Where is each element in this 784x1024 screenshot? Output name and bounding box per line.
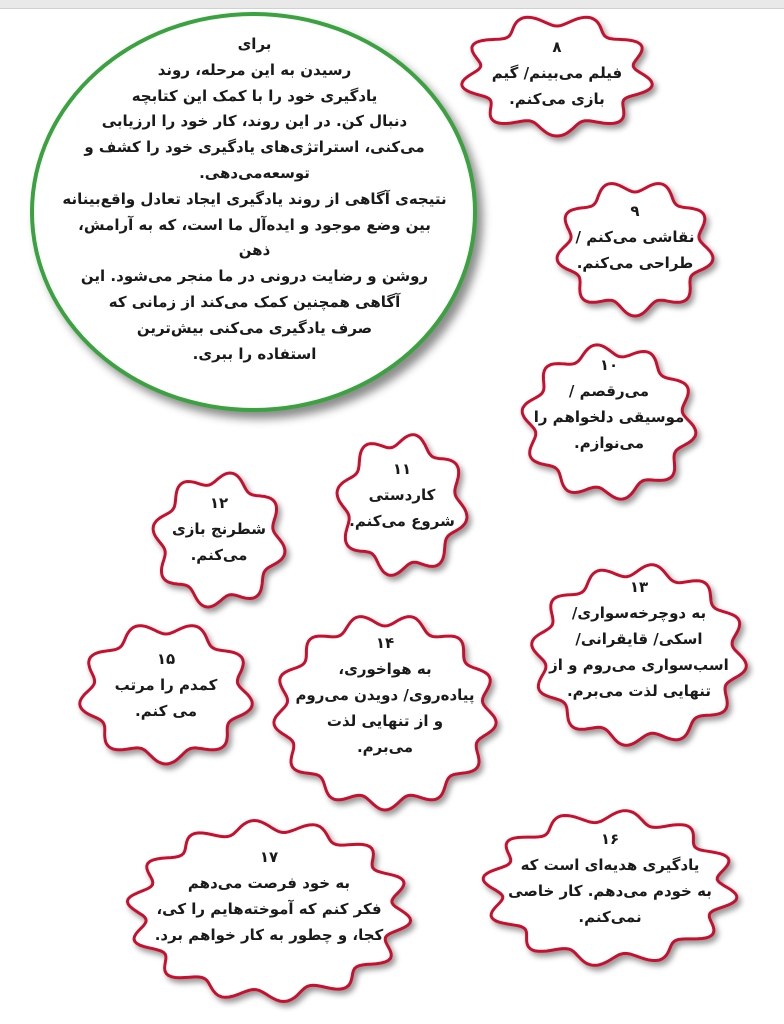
bubble-number: ۱۴ bbox=[375, 634, 395, 652]
bubble-line: فکر کنم که آموخته‌هایم را کی، bbox=[156, 900, 382, 918]
bubble-line: پیاده‌روی/ دویدن می‌روم bbox=[295, 686, 475, 704]
intro-line: آگاهی همچنین کمک می‌کند از زمانی که bbox=[108, 292, 401, 311]
bubble-line: می کنم. bbox=[135, 702, 197, 720]
intro-line: توسعه‌می‌دهی. bbox=[199, 163, 310, 182]
bubble-line: کاردستی bbox=[368, 486, 436, 504]
bubble-17 bbox=[128, 818, 410, 1004]
bubble-line: می‌رقصم / bbox=[568, 382, 650, 400]
intro-text bbox=[62, 32, 447, 407]
bubble-8 bbox=[462, 12, 652, 138]
bubble-line: کجا، و چطور به کار خواهم برد. bbox=[154, 926, 384, 944]
intro-line: صرف یادگیری می‌کنی بیش‌ترین bbox=[136, 318, 373, 337]
intro-line: نتیجه‌ی آگاهی از روند یادگیری ایجاد تعادل واقع‌بینانه bbox=[62, 189, 447, 208]
intro-line: روشن و رضایت درونی در ما منجر می‌شود. این bbox=[80, 267, 429, 286]
bubble-number: ۱۱ bbox=[392, 460, 412, 478]
bubble-line: فیلم می‌بینم/ گیم bbox=[491, 64, 623, 82]
bubble-line: موسیقی دلخواهم را bbox=[533, 408, 685, 426]
bubble-line: می‌کنم. bbox=[190, 546, 248, 564]
bubble-line: طراحی می‌کنم. bbox=[576, 254, 694, 272]
bubble-line: به دوچرخه‌سواری/ bbox=[571, 604, 707, 622]
bubble-10 bbox=[520, 342, 698, 502]
bubble-line: نمی‌کنم. bbox=[578, 908, 642, 926]
bubble-number: ۸ bbox=[552, 38, 562, 56]
intro-line: یادگیری خود را با کمک این کتابچه bbox=[131, 86, 378, 105]
intro-line: بین وضع موجود و ایده‌آل ما است، که به آرامش، ذهن bbox=[78, 215, 431, 260]
bubble-14 bbox=[272, 612, 498, 812]
bubble-line: به خود فرصت می‌دهم bbox=[187, 874, 351, 892]
bubble-9 bbox=[555, 178, 715, 318]
bubble-number: ۱۲ bbox=[209, 494, 229, 512]
intro-line: دنبال کن. در این روند، کار خود را ارزیابی bbox=[101, 112, 408, 131]
bubble-line: می‌نوازم. bbox=[574, 434, 644, 452]
intro-line: استفاده را ببری. bbox=[192, 344, 317, 363]
intro-line: رسیدن به این مرحله، روند bbox=[157, 60, 352, 79]
bubble-13 bbox=[530, 562, 748, 748]
bubble-number: ۹ bbox=[630, 202, 640, 220]
bubble-16 bbox=[484, 808, 736, 968]
bubble-line: بازی می‌کنم. bbox=[509, 90, 605, 108]
bubble-line: به هواخوری، bbox=[338, 660, 432, 678]
bubble-line: تنهایی لذت می‌برم. bbox=[566, 682, 712, 700]
top-bar bbox=[0, 0, 784, 9]
intro-heading: برای bbox=[237, 35, 272, 53]
bubble-line: نقاشی می‌کنم / bbox=[575, 228, 695, 246]
bubble-number: ۱۶ bbox=[600, 830, 620, 848]
bubble-line: شطرنج بازی bbox=[171, 520, 266, 538]
bubble-line: اسکی/ قایقرانی/ bbox=[575, 630, 703, 648]
bubble-15 bbox=[78, 620, 254, 766]
bubble-number: ۱۰ bbox=[599, 356, 619, 374]
bubble-number: ۱۳ bbox=[629, 578, 649, 596]
bubble-line: کمدم را مرتب bbox=[114, 676, 218, 694]
bubble-11 bbox=[334, 432, 470, 578]
bubble-number: ۱۵ bbox=[156, 650, 176, 668]
bubble-number: ۱۷ bbox=[259, 848, 279, 866]
intro-line: می‌کنی، استراتژی‌های یادگیری خود را کشف و bbox=[84, 138, 425, 157]
bubble-line: یادگیری هدیه‌ای است که bbox=[520, 856, 700, 874]
bubble-line: و از تنهایی لذت bbox=[326, 712, 444, 730]
bubble-line: می‌برم. bbox=[356, 738, 414, 756]
bubble-line: اسب‌سواری می‌روم و از bbox=[549, 656, 729, 674]
bubble-12 bbox=[150, 470, 288, 610]
bubble-line: به خودم می‌دهم. کار خاصی bbox=[508, 882, 712, 900]
bubble-line: شروع می‌کنم. bbox=[349, 512, 455, 530]
